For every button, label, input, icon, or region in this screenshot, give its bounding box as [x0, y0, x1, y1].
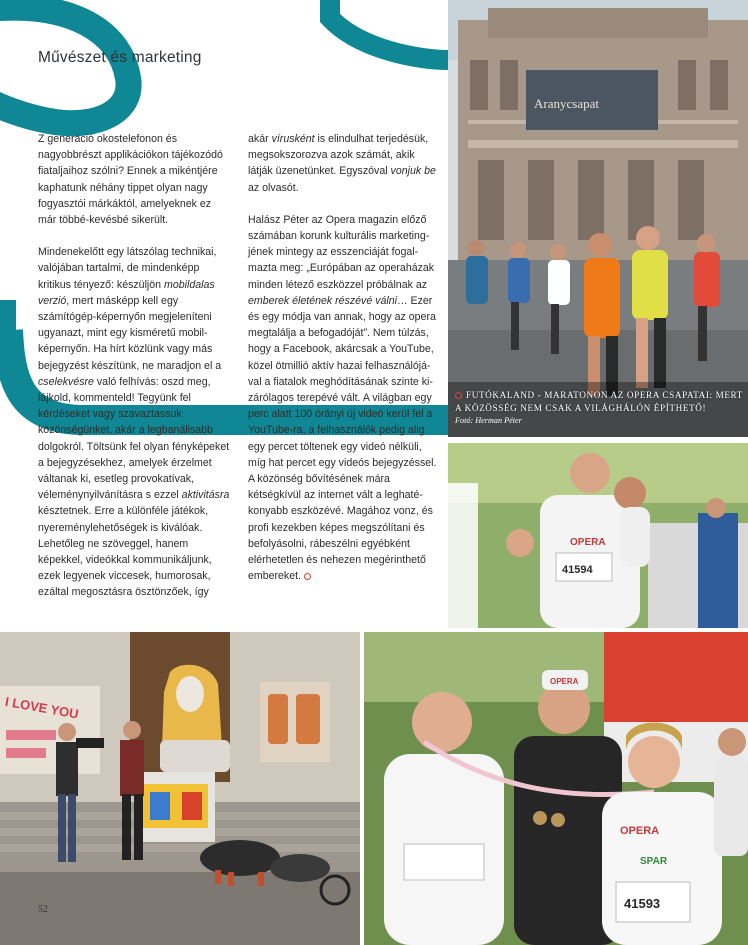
- woman-shirt-text: OPERA: [620, 825, 660, 837]
- left-paragraph-2: Mindenekelőtt egy látszólag technikai, valójában tartalmi, de mindenképp kritikus tényező: készüljön mobildalas verzió, mert másképp kell egy számítógép-képernyőn megjeleníteni ugyanazt, mint egy kisméretű mobilképernyőn. Ha hírt közlünk vagy más bejegyzést készítünk, ne maradjon el a cselekvésre való felhívás: oszd meg, lájkold, kommenteld! Tegyünk fel kérdéseket vagy szavaztassuk közönségünket, akár a legbanálisabb dolgokról. Töltsünk fel olyan fényképeket a bejegyzésekhez, amelyek érzelmet váltanak ki, esetleg provokatívak, véleménynyilvánításra s ezzel aktivitásra késztetnek. Erre a különféle játékok, nyereménylehetőségek is kiválóak. Lehetőleg ne szöveggel, hanem képekkel, videókkal kommunikáljunk, ezek legyenek viccesek, humorosak, ezáltal megosztásra ösztönzőek, így: [38, 246, 230, 599]
- cap-text: OPERA: [550, 677, 579, 686]
- caption-main: FUTÓKALAND - MARATONON AZ OPERA CSAPATAI: MERT A KÖZÖSSÉG NEM CSAK A VILÁGHÁLÓN ÉPÍTHETŐ!: [455, 390, 743, 413]
- runner-shirt-text: OPERA: [570, 537, 606, 548]
- banner-text: Aranycsapat: [534, 96, 599, 111]
- article-right-column: [248, 131, 440, 600]
- page-number: 52: [38, 904, 48, 915]
- left-paragraph-1: Z generáció okostelefonon és nagyobbrészt applikációkon tájékozódó fiataljaihoz szólni? Ennek a mikéntjére kaphatunk néhány tippet olyan nagy fogyasztói márkáktól, amelyeknek ez már többé-kevésbé sikerült.: [38, 133, 223, 227]
- section-title: Művészet és marketing: [38, 49, 202, 66]
- photo-graffiti-sphinx: [0, 632, 360, 945]
- right-paragraph-2: Halász Péter az Opera magazin előző számában korunk kulturális marketingjének mintegy az esszenciáját fogalmazta meg: „Európában az operaházak minden létező eszközzel próbálnak az emberek életének részévé válni… Ezer és egy módja van annak, hogy az opera megtalálja a befogadóját”. Nem túlzás, hogy a Facebook, akárcsak a YouTube, közel ötmillió aktív hazai felhasználójával a fiatalok meghódításának szinte kizárólagos terepévé vált. A világban egy perc alatt 100 órányi új videó kerül fel a YouTube-ra, a felhasználók pedig alig egy percet töltenek egy videó nélküli, míg hat percet egy videós bejegyzéssel. A közönség bővítésének mára kétségkívül az internet vált a leghatékonyabb eszközévé. Magához vonz, és profi kezekben képes megszólítani és befolyásolni, rábeszélni egyébként elérhetetlen és nehezen megérinthető embereket.: [248, 213, 437, 583]
- graffiti-text: I LOVE YOU: [4, 693, 80, 722]
- caption-credit: Fotó: Herman Péter: [455, 416, 522, 425]
- woman-bib-number: 41593: [624, 896, 661, 911]
- sponsor-text: SPAR: [640, 856, 668, 867]
- runner-bib-number: 41594: [562, 564, 593, 576]
- article-end-mark-icon: [304, 573, 311, 580]
- caption-bullet-icon: [455, 392, 462, 399]
- photo-caption: [455, 389, 745, 425]
- photo-runner-thumbs-up: [448, 443, 748, 628]
- right-paragraph-1: akár vírusként is elindulhat terjedésük, megsokszorozva azok számát, akik látják üzenetünket. Egyszóval vonjuk be az olvasót.: [248, 133, 436, 194]
- article-left-column: [38, 131, 231, 617]
- photo-runners-medals: [364, 632, 748, 945]
- photo-opera-marathon: [448, 0, 748, 437]
